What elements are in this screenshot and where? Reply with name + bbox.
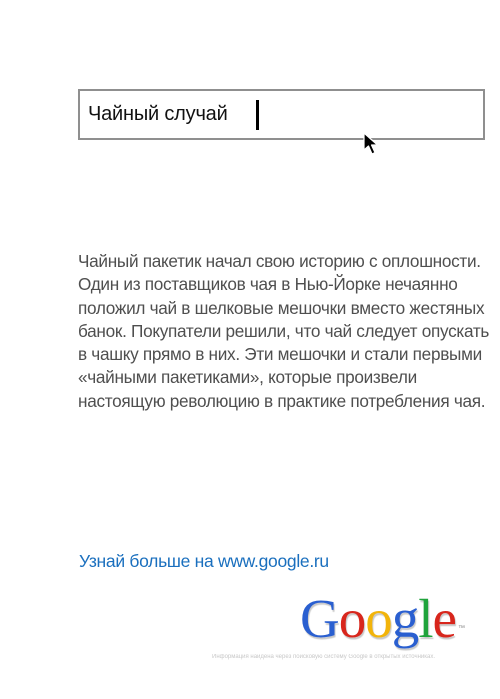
body-line: банок. Покупатели решили, что чай следует опускать [78,320,490,341]
body-line: в чашку прямо в них. Эти мешочки и стали первыми [78,344,482,365]
logo-letter: o [338,588,366,649]
body-line: Чайный пакетик начал свою историю с оплошности. [78,251,481,271]
learn-more-link[interactable]: Узнай больше на www.google.ru [79,551,329,571]
body-line: настоящую революцию в практике потребления чая. [78,390,486,411]
logo-letter: l [418,588,433,649]
body-text [78,250,496,413]
trademark-symbol: ™ [457,625,464,632]
footnote: Информация найдена через поисковую систему Google в открытых источниках. [212,654,436,660]
search-query-text: Чайный случай [88,103,228,125]
logo-letter: e [432,588,456,649]
logo-letter: g [391,588,419,649]
body-line: положил чай в шелковые мешочки вместо жестяных [78,297,485,318]
logo-letter: o [365,588,392,649]
mouse-pointer-icon [363,132,383,157]
body-line: «чайными пакетиками», которые произвели [78,367,417,388]
search-input[interactable] [78,89,485,140]
logo-letter: G [300,588,339,649]
body-line: Один из поставщиков чая в Нью-Йорке нечаянно [78,274,458,295]
text-caret [256,100,259,130]
google-logo [300,588,470,650]
